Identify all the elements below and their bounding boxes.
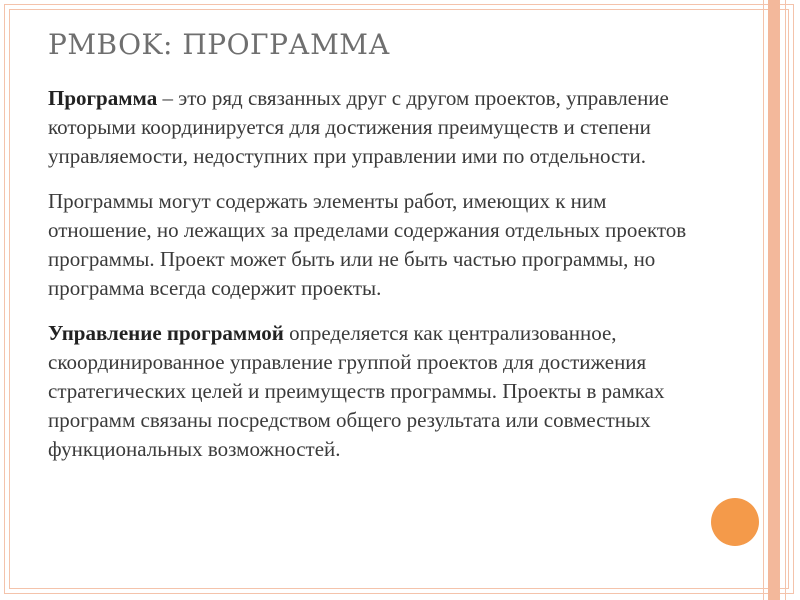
right-band-edge-right [785, 0, 786, 600]
right-band-edge-left [763, 0, 764, 600]
term-program: Программа [48, 86, 158, 110]
paragraph-program-definition [48, 84, 698, 171]
slide-title: PMBOK: ПРОГРАММА [48, 28, 391, 61]
program-content-text: Программы могут содержать элементы работ, имеющих к ним отношение, но лежащих за пределами содержания отдельных проектов программы. Проект может быть или не быть частью программы, но программа всегда содержит проекты. [48, 189, 687, 300]
paragraph-program-management [48, 319, 698, 464]
right-decorative-band [768, 0, 780, 600]
program-definition-text: – это ряд связанных друг с другом проектов, управление которыми координируется для достижения преимуществ и степени управляемости, недоступних при управлении ими по отдельности. [48, 86, 669, 168]
paragraph-program-content [48, 187, 698, 303]
decorative-circle [711, 498, 759, 546]
slide-body [48, 84, 698, 480]
program-management-text: определяется как централизованное, скоординированное управление группой проектов для достижения стратегических целей и преимуществ программы. Проекты в рамках программ связаны посредством общего результата или совместных функциональных возможностей. [48, 321, 665, 461]
term-program-management: Управление программой [48, 321, 284, 345]
